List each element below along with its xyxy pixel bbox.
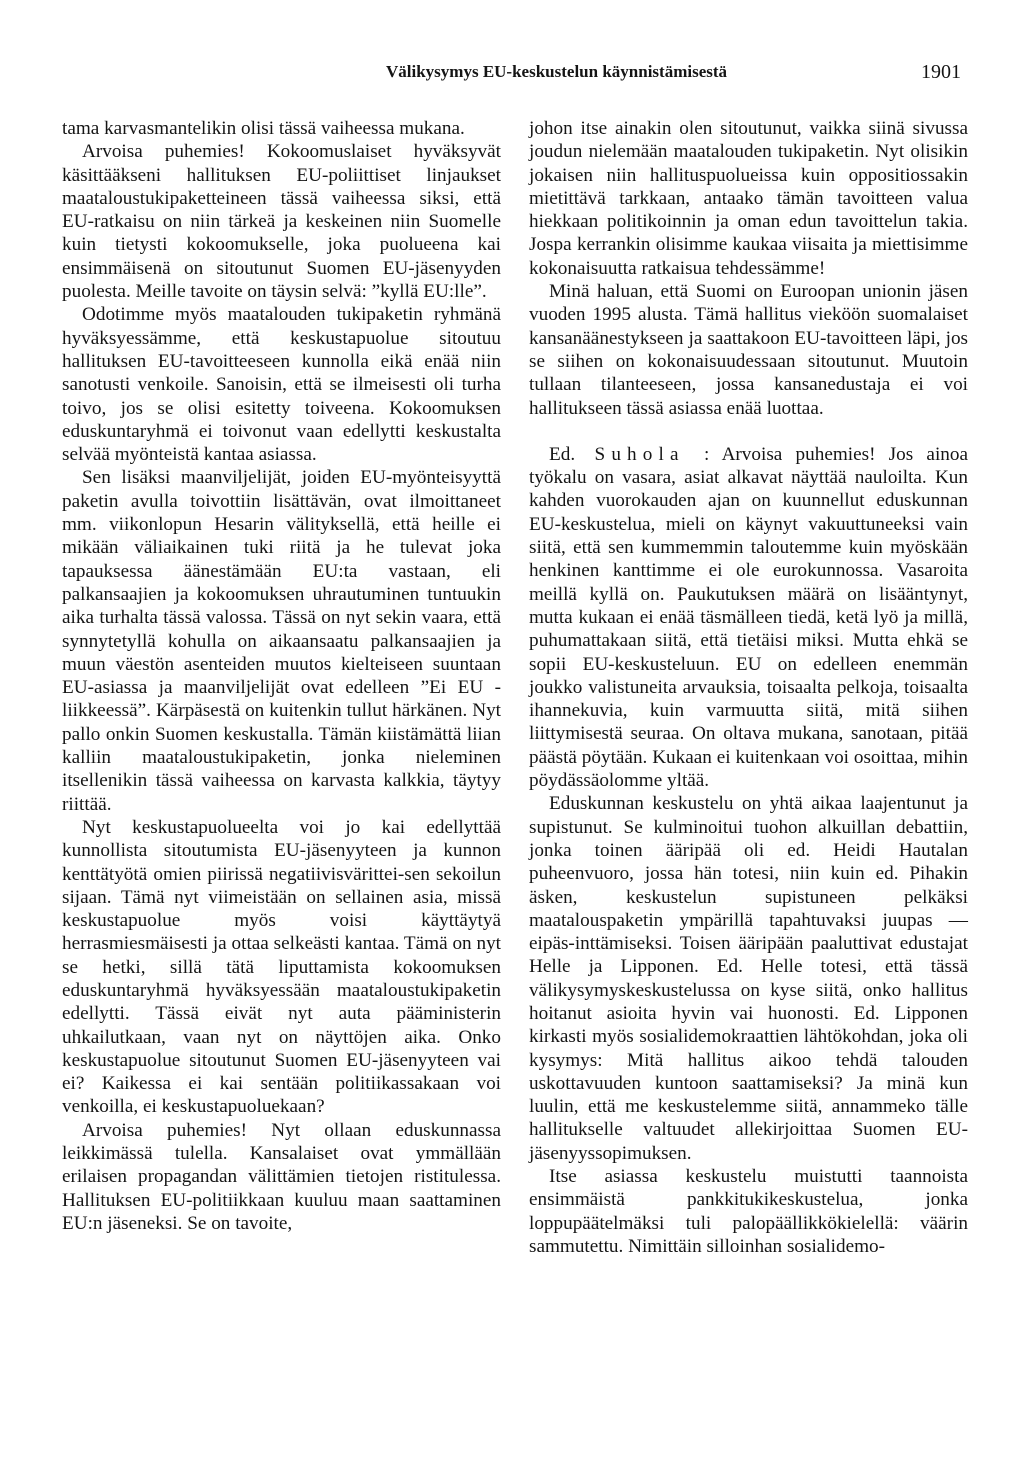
body-paragraph: johon itse ainakin olen sitoutunut, vaikka siinä sivussa joudun nielemään maatalouden tukipaketin. Nyt olisikin jokaisen niin hallituspuolueissa kuin oppositiossakin mietittävä tarkkaan, antaako tämän tavoitteen valua hiekkaan politikoinnin ja oman edun tavoittelun takia. Jospa kerrankin olisimme kaukaa viisaita ja miettisimme kokonaisuutta ratkaisua tehdessämme! [529, 118, 968, 279]
body-paragraph: Itse asiassa keskustelu muistutti taannoista ensimmäistä pankkitukikeskustelua, jonka loppupäätelmäksi tuli palopäällikkökielellä: väärin sammutettu. Nimittäin silloinhan sosialidemo- [529, 1166, 968, 1257]
right-column [529, 117, 968, 1258]
body-paragraph: Minä haluan, että Suomi on Euroopan unionin jäsen vuoden 1995 alusta. Tämä hallitus vieköön suomalaiset kansanäänestykseen ja saattakoon EU-tavoitteen läpi, jos se siihen on kokonaisuudessaan sitoutunut. Muutoin tullaan tilanteeseen, jossa kansanedustaja ei voi hallitukseen tässä asiassa enää luottaa. [529, 281, 968, 419]
body-paragraph: tama karvasmantelikin olisi tässä vaiheessa mukana. [62, 118, 465, 139]
speaker-name [549, 444, 709, 465]
left-column [62, 117, 501, 1235]
speaker-surname: Suhola [594, 443, 685, 465]
body-paragraph: Eduskunnan keskustelu on yhtä aikaa laajentunut ja supistunut. Se kulminoitui tuohon alkuillan debattiin, jonka toinen ääripää oli ed. Heidi Hautalan puheenvuoro, jossa hän totesi, niin kuin ed. Pihakin äsken, keskustelun supistuneen pelkäksi maatalouspaketin ympärillä tapahtuvaksi juupas — eipäs-inttämiseksi. Toisen ääripään paaluttivat edustajat Helle ja Lipponen. Ed. Helle totesi, että tässä välikysymyskeskustelussa on kyse siitä, onko hallitus hoitanut asioita hyvin vai huonosti. Ed. Lipponen kirkasti myös sosialidemokraattien lähtökohdan, joka oli kysymys: Mitä hallitus aikoo tehdä talouden uskottavuuden kuntoon saattamiseksi? Ja minä kun luulin, että me keskustelemme siitä, annammeko tälle hallitukselle valtuudet allekirjoittaa Suomen EU-jäsenyyssopimuksen. [529, 793, 968, 1164]
running-title: Välikysymys EU-keskustelun käynnistämisestä [386, 62, 728, 81]
speaker-colon: : [704, 443, 710, 465]
page-number: 1901 [921, 61, 961, 83]
page-header [60, 62, 964, 88]
body-paragraph: Arvoisa puhemies! Nyt ollaan eduskunnassa leikkimässä tulella. Kansalaiset ovat ymmällään erilaisen propagandan välittämien tietojen ristitulessa. Hallituksen EU-politiikkaan kuuluu maan saattaminen EU:n jäseneksi. Se on tavoite, [62, 1119, 501, 1234]
speaker-prefix: Ed. [549, 443, 576, 465]
speech-opening-paragraph [529, 443, 968, 792]
body-paragraph: Sen lisäksi maanviljelijät, joiden EU-myönteisyyttä paketin avulla toivottiin lisättävän, ovat ilmoittaneet mm. viikonlopun Hesarin välityksellä, että heille ei mikään väliaikainen tuki riitä ja he tulevat joka tapauksessa äänestämään EU:ta vastaan, eli palkansaajien ja kokoomuksen uhrautuminen tuntuukin aika turhalta tässä valossa. Tässä on nyt sekin vaara, että synnytetyllä kohulla on aikaansaatu palkansaajien ja muun väestön asenteiden muutos kielteiseen suuntaan EU-asiassa ja maanviljelijät ovat edelleen ”Ei EU -liikkeessä”. Kärpäsestä on kuitenkin tullut härkänen. Nyt pallo onkin Suomen keskustalla. Tämän kiistämättä liian kalliin maataloustukipaketin, jonka nieleminen itsellenikin tässä vaiheessa on karvasta kalkkia, täytyy riittää. [62, 467, 501, 815]
body-paragraph: Arvoisa puhemies! Kokoomuslaiset hyväksyvät käsittääkseni hallituksen EU-poliittiset linjaukset maataloustukipaketteineen tässä vaiheessa siksi, että EU-ratkaisu on niin tärkeä ja keskeinen niin Suomelle kuin tietysti kokoomukselle, joka puolueena kai ensimmäisenä on sitoutunut Suomen EU-jäsenyyden puolesta. Meille tavoite on täysin selvä: ”kyllä EU:lle”. [62, 141, 501, 303]
body-paragraph: Nyt keskustapuolueelta voi jo kai edellyttää kunnollista sitoutumista EU-jäsenyyteen ja kunnon kenttätyötä omien piirissä negatiivisvärittei-sen sekoilun sijaan. Tämä nyt viimeistään on sellainen asia, missä keskustapuolue myös voisi käyttäytyä herrasmiesmäisesti ja ottaa selkeästi kantaa. Tämä on nyt se hetki, sillä tätä liputtamista kokoomuksen eduskuntaryhmä hyväksyessään maataloustukipaketin edellytti. Tässä eivät nyt auta pääministerin uhkailutkaan, vaan nyt on näyttöjen aika. Onko keskustapuolue sitoutunut Suomen EU-jäsenyyteen vai ei? Kaikessa ei kai sentään politiikassakaan voi venkoilla, ei keskustapuoluekaan? [62, 816, 501, 1118]
speech-opening-text: Arvoisa puhemies! Jos ainoa työkalu on vasara, asiat alkavat näyttää nauloilta. Kun kahden vuorokauden ajan on kuunnellut eduskunnan EU-keskustelua, mieli on käynyt vakuuttuneeksi vain siitä, että sen kummemmin taloutemme kuin myöskään henkinen kanttimme ei ole eurokunnossa. Vasaroita meillä kyllä on. Paukutuksen määrä on lisääntynyt, mutta kukaan ei enää täsmälleen tiedä, ketä lyö ja millä, puhumattakaan siitä, että tietäisi miksi. Mutta ehkä se sopii EU-keskusteluun. EU on edelleen enemmän joukko valistuneita arvauksia, toisaalta pelkoja, toisaalta ihannekuvia, kuin varmuutta siitä, mitä siihen liittymisestä seuraa. On oltava mukana, sanotaan, pitää päästä pöytään. Kukaan ei kuitenkaan voi osoittaa, mihin pöydässäolomme yltää. [529, 443, 968, 792]
body-paragraph: Odotimme myös maatalouden tukipaketin ryhmänä hyväksyessämme, että keskustapuolue sitoutuu hallituksen EU-tavoitteeseen kunnolla eikä enää niin sanotusti venkoile. Sanoisin, että se ilmeisesti oli turha toivo, jos se olisi esitetty toiveena. Kokoomuksen eduskuntaryhmä ei toivonut vaan edellytti keskustalta selvää myönteistä kantaa asiassa. [62, 304, 501, 466]
